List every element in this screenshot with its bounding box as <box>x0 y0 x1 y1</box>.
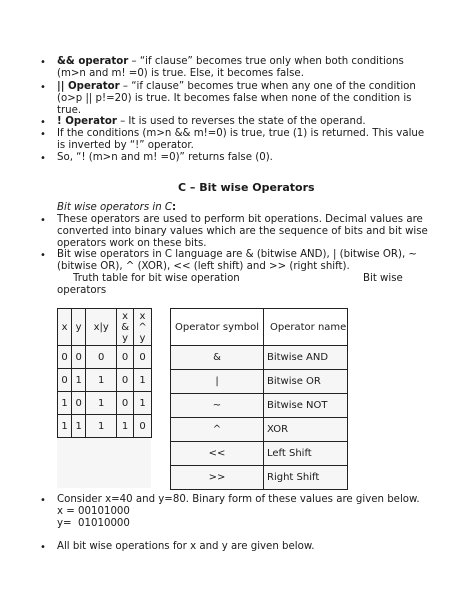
cell: 1 <box>117 415 134 438</box>
conditions-line2: is inverted by “!” operator. <box>57 140 194 151</box>
cell: 0 <box>134 346 152 369</box>
so-returns-false-line: So, “! (m>n and m! =0)” returns false (0). <box>57 152 273 163</box>
table-row <box>171 466 348 490</box>
bullet-dot: • <box>40 117 46 128</box>
cell: 1 <box>58 415 72 438</box>
bitwise-desc-line3: operators work on these bits. <box>57 238 207 249</box>
bullet-dot: • <box>40 250 46 261</box>
bullet-dot: • <box>40 542 46 553</box>
table-row <box>171 370 348 394</box>
operator-symbol: ~ <box>171 394 264 418</box>
cell: 1 <box>86 415 117 438</box>
bitwise-list-line1: Bit wise operators in C language are & (bitwise AND), | (bitwise OR), ~ <box>57 249 417 260</box>
all-operations-line: All bit wise operations for x and y are given below. <box>57 541 315 552</box>
table-row <box>58 346 152 369</box>
cell: 0 <box>117 392 134 415</box>
table-row <box>58 392 152 415</box>
bitwise-desc-line2: converted into binary values which are the sequence of bits and bit wise <box>57 226 428 237</box>
truth-table <box>57 308 152 438</box>
cell: 1 <box>72 415 86 438</box>
table-row <box>58 369 152 392</box>
cell: 1 <box>134 392 152 415</box>
y-binary-line: y= 01010000 <box>57 518 130 529</box>
cell: 0 <box>134 415 152 438</box>
cell: 0 <box>86 346 117 369</box>
bullet-dot: • <box>40 82 46 93</box>
operator-symbol: & <box>171 346 264 370</box>
bitwise-desc-line1: These operators are used to perform bit operations. Decimal values are <box>57 214 423 225</box>
header-operator-name: Operator name <box>264 309 348 346</box>
bullet-dot: • <box>40 495 46 506</box>
cell: 1 <box>86 392 117 415</box>
or-operator-line2: (o>p || p!=20) is true. It becomes false when none of the condition is <box>57 93 412 104</box>
operator-symbol: >> <box>171 466 264 490</box>
operator-name: Right Shift <box>264 466 348 490</box>
header-x-and-y: x & y <box>117 309 134 346</box>
operator-name: Bitwise AND <box>264 346 348 370</box>
cell: 1 <box>134 369 152 392</box>
and-operator-line1: && operator – “if clause” becomes true only when both conditions <box>57 56 404 67</box>
operator-name: Bitwise OR <box>264 370 348 394</box>
subheading: Bit wise operators in C: <box>57 202 177 213</box>
table-row <box>171 346 348 370</box>
table-row <box>171 394 348 418</box>
cell: 0 <box>117 346 134 369</box>
cell: 1 <box>72 369 86 392</box>
operators-caption: operators <box>57 285 107 296</box>
bullet-dot: • <box>40 153 46 164</box>
header-y: y <box>72 309 86 346</box>
not-operator-line: ! Operator – It is used to reverses the state of the operand. <box>57 116 366 127</box>
operator-name: XOR <box>264 418 348 442</box>
operator-table <box>170 308 348 490</box>
cell: 1 <box>86 369 117 392</box>
header-operator-symbol: Operator symbol <box>171 309 264 346</box>
table-row <box>171 442 348 466</box>
operator-name: Left Shift <box>264 442 348 466</box>
operator-table-header-row <box>171 309 348 346</box>
section-heading: C – Bit wise Operators <box>178 181 315 194</box>
cell: 0 <box>58 369 72 392</box>
table-row <box>58 415 152 438</box>
bit-wise-caption: Bit wise <box>363 273 403 284</box>
or-operator-line3: true. <box>57 105 82 116</box>
header-x-xor-y: x ^ y <box>134 309 152 346</box>
header-x: x <box>58 309 72 346</box>
and-operator-line2: (m>n and m! =0) is true. Else, it becomes false. <box>57 68 304 79</box>
cell: 0 <box>72 392 86 415</box>
or-operator-line1: || Operator – “if clause” becomes true when any one of the condition <box>57 81 416 92</box>
bitwise-list-line2: (bitwise OR), ^ (XOR), << (left shift) and >> (right shift). <box>57 261 350 272</box>
consider-line: Consider x=40 and y=80. Binary form of these values are given below. <box>57 494 420 505</box>
truth-table-header-row <box>58 309 152 346</box>
bullet-dot: • <box>40 129 46 140</box>
operator-name: Bitwise NOT <box>264 394 348 418</box>
bullet-dot: • <box>40 215 46 226</box>
conditions-line1: If the conditions (m>n && m!=0) is true, true (1) is returned. This value <box>57 128 425 139</box>
x-binary-line: x = 00101000 <box>57 506 130 517</box>
cell: 0 <box>58 346 72 369</box>
bullet-dot: • <box>40 57 46 68</box>
operator-symbol: << <box>171 442 264 466</box>
header-x-or-y: x|y <box>86 309 117 346</box>
cell: 0 <box>72 346 86 369</box>
cell: 0 <box>117 369 134 392</box>
cell: 1 <box>58 392 72 415</box>
operator-symbol: | <box>171 370 264 394</box>
operator-symbol: ^ <box>171 418 264 442</box>
table-row <box>171 418 348 442</box>
truth-table-caption: Truth table for bit wise operation <box>73 273 240 284</box>
